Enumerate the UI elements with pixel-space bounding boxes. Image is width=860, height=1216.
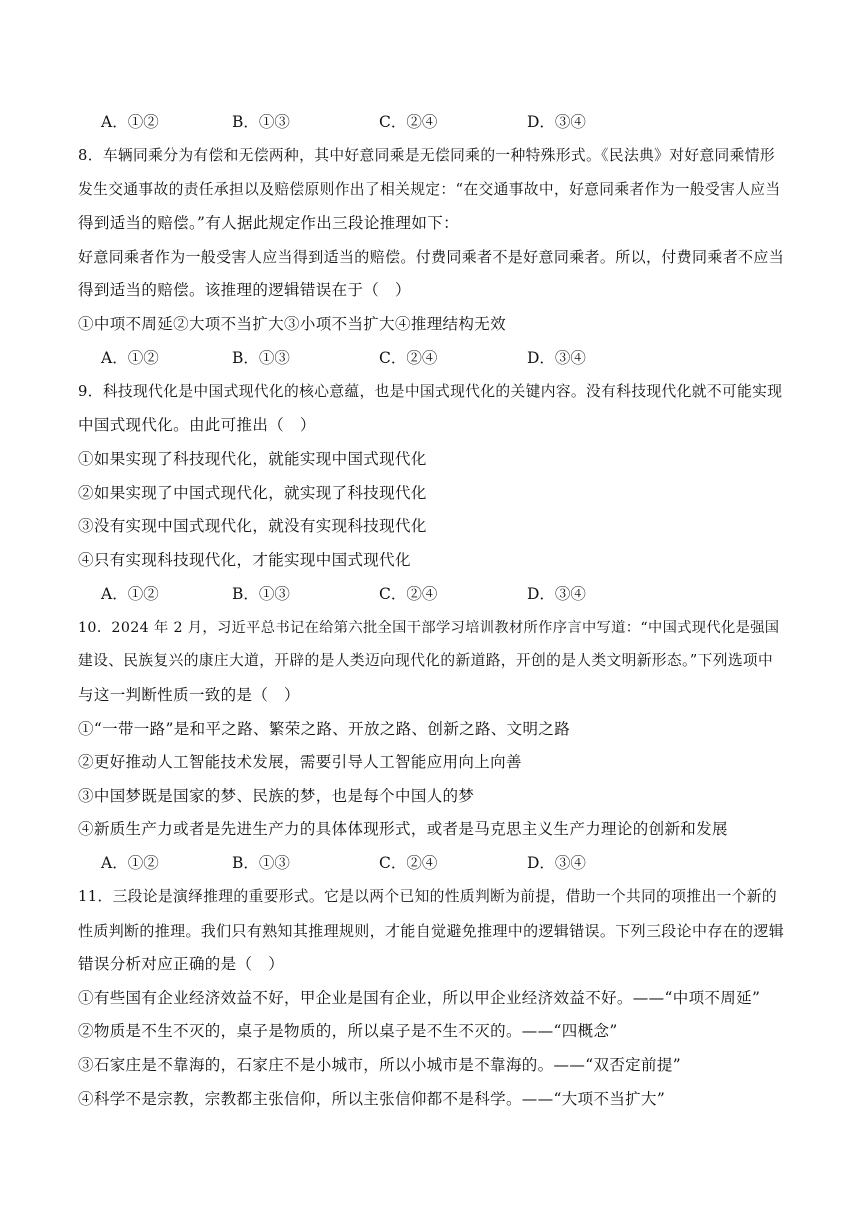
q8-stem-line: 好意同乘者作为一般受害人应当得到适当的赔偿。付费同乘者不是好意同乘者。所以，付费同乘者不应当	[78, 248, 785, 266]
q9-statement: ④只有实现科技现代化，才能实现中国式现代化	[78, 551, 411, 569]
q8-stem-line: 发生交通事故的责任承担以及赔偿原则作出了相关规定：“在交通事故中，好意同乘者作为一般受害人应当	[78, 181, 781, 198]
q8-stem-line: 8．车辆同乘分为有偿和无偿两种，其中好意同乘是无偿同乘的一种特殊形式。《民法典》对好意同乘情形	[78, 147, 775, 164]
option-a[interactable]: A．①②	[101, 854, 159, 872]
q8-options	[101, 348, 701, 368]
q10-statement: ②更好推动人工智能技术发展，需要引导人工智能应用向上向善	[78, 753, 522, 771]
option-c[interactable]: C．②④	[379, 349, 438, 367]
q11-stem-line: 11．三段论是演绎推理的重要形式。它是以两个已知的性质判断为前提，借助一个共同的项推出一个新的	[78, 888, 777, 905]
q11-statement: ③石家庄是不靠海的，石家庄不是小城市，所以小城市是不靠海的。——“双否定前提”	[78, 1056, 682, 1074]
q9-statement: ②如果实现了中国式现代化，就实现了科技现代化	[78, 484, 427, 502]
q11-statement: ①有些国有企业经济效益不好，甲企业是国有企业，所以甲企业经济效益不好。——“中项不周延”	[78, 989, 761, 1007]
q8-stem-line: 得到适当的赔偿。该推理的逻辑错误在于（ ）	[78, 281, 411, 299]
option-d[interactable]: D．③④	[527, 349, 586, 367]
option-c[interactable]: C．②④	[379, 113, 438, 131]
option-c[interactable]: C．②④	[379, 585, 438, 603]
q9-stem-line: 中国式现代化。由此可推出（ ）	[78, 416, 316, 434]
q9-options	[101, 584, 701, 604]
option-d[interactable]: D．③④	[527, 585, 586, 603]
option-a[interactable]: A．①②	[101, 585, 159, 603]
q10-statement: ①“一带一路”是和平之路、繁荣之路、开放之路、创新之路、文明之路	[78, 720, 571, 738]
q8-choice-statements: ①中项不周延②大项不当扩大③小项不当扩大④推理结构无效	[78, 315, 506, 333]
q10-stem-line: 与这一判断性质一致的是（ ）	[78, 686, 300, 704]
option-a[interactable]: A．①②	[101, 113, 159, 131]
q8-stem-line: 得到适当的赔偿。”有人据此规定作出三段论推理如下：	[78, 214, 459, 232]
q10-stem-line: 10．2024 年 2 月，习近平总书记在给第六批全国干部学习培训教材所作序言中写道：“中国式现代化是强国	[78, 620, 780, 636]
option-b[interactable]: B．①③	[232, 113, 290, 131]
option-a[interactable]: A．①②	[101, 349, 159, 367]
option-d[interactable]: D．③④	[527, 854, 586, 872]
q11-statement: ④科学不是宗教，宗教都主张信仰，所以主张信仰都不是科学。——“大项不当扩大”	[78, 1090, 666, 1108]
q10-options	[101, 853, 701, 873]
q9-statement: ③没有实现中国式现代化，就没有实现科技现代化	[78, 517, 427, 535]
q9-stem-line: 9．科技现代化是中国式现代化的核心意蕴，也是中国式现代化的关键内容。没有科技现代化就不可能实现	[78, 383, 783, 400]
q7-options	[101, 112, 701, 132]
option-b[interactable]: B．①③	[232, 854, 290, 872]
q11-stem-line: 性质判断的推理。我们只有熟知其推理规则，才能自觉避免推理中的逻辑错误。下列三段论中存在的逻辑	[78, 922, 785, 940]
option-b[interactable]: B．①③	[232, 585, 290, 603]
q10-stem-line: 建设、民族复兴的康庄大道，开辟的是人类迈向现代化的新道路，开创的是人类文明新形态。”下列选项中	[78, 652, 774, 669]
option-b[interactable]: B．①③	[232, 349, 290, 367]
q9-statement: ①如果实现了科技现代化，就能实现中国式现代化	[78, 450, 427, 468]
q11-statement: ②物质是不生不灭的，桌子是物质的，所以桌子是不生不灭的。——“四概念”	[78, 1022, 618, 1040]
q10-statement: ④新质生产力或者是先进生产力的具体体现形式，或者是马克思主义生产力理论的创新和发展	[78, 820, 728, 838]
option-c[interactable]: C．②④	[379, 854, 438, 872]
option-d[interactable]: D．③④	[527, 113, 586, 131]
q11-stem-line: 错误分析对应正确的是（ ）	[78, 955, 285, 973]
q10-statement: ③中国梦既是国家的梦、民族的梦，也是每个中国人的梦	[78, 787, 475, 805]
